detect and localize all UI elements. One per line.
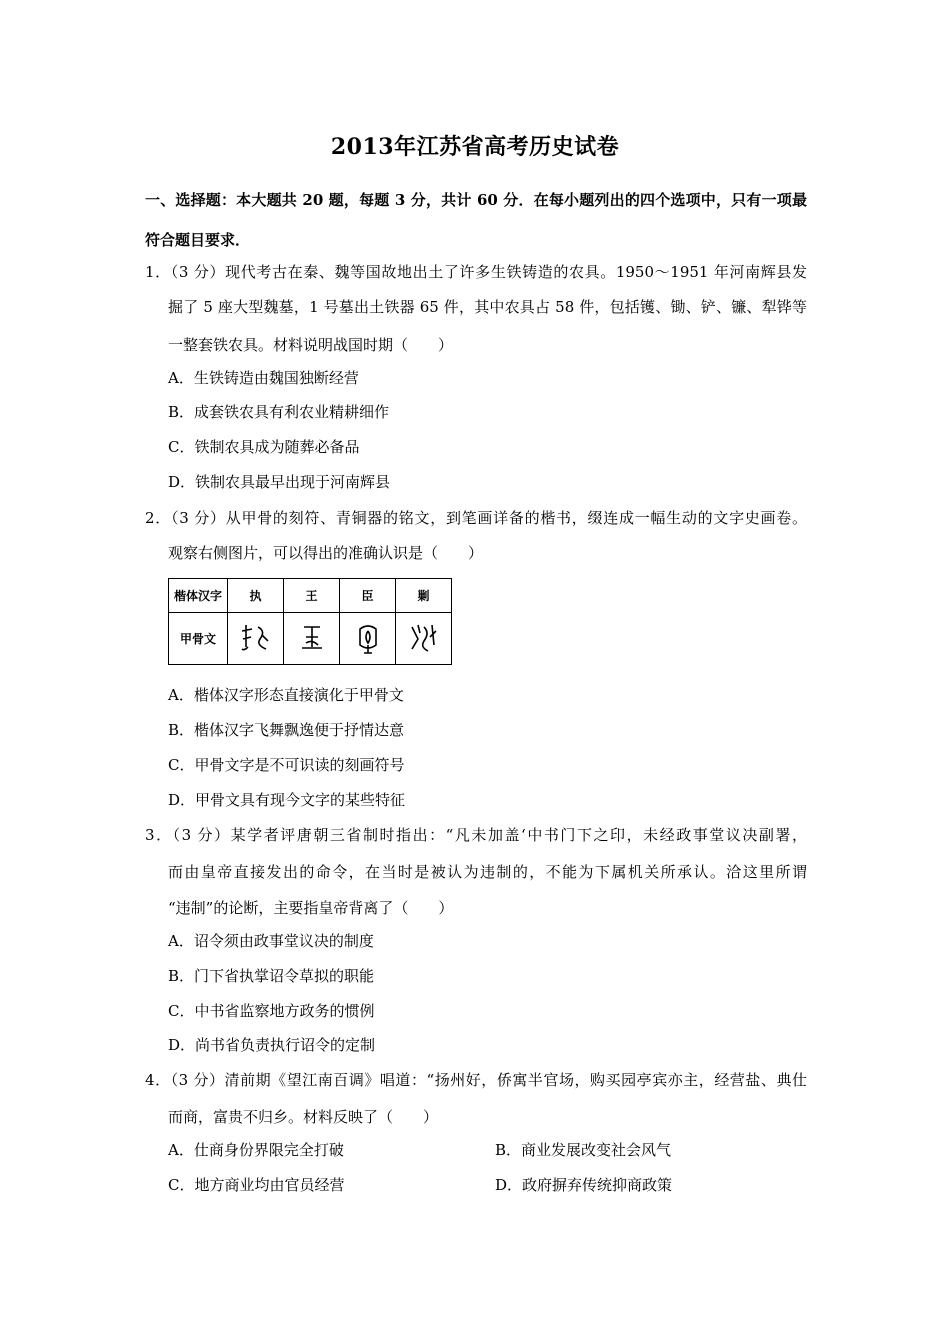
q1-option-a: A．生铁铸造由魏国独断经营 [168, 369, 359, 387]
q2-line1: 2．（3 分）从甲骨的刻符、青铜器的铭文，到笔画详备的楷书，缀连成一幅生动的文字史画卷。 [145, 509, 807, 527]
q4-option-c: C．地方商业均由官员经营 [168, 1176, 345, 1194]
q2-option-c: C．甲骨文字是不可识读的刻画符号 [168, 756, 405, 774]
q1-option-d: D．铁制农具最早出现于河南辉县 [168, 473, 391, 491]
kaishu-char: 执 [228, 579, 284, 613]
section-heading-line2: 符合题目要求． [145, 231, 251, 249]
row-label-kaishu: 楷体汉字 [169, 579, 228, 613]
q2-line2: 观察右侧图片，可以得出的准确认识是（ ） [168, 544, 484, 562]
oracle-glyph [228, 613, 284, 665]
q2-option-a: A．楷体汉字形态直接演化于甲骨文 [168, 686, 404, 704]
q2-option-b: B．楷体汉字飞舞飘逸便于抒情达意 [168, 721, 405, 739]
oracle-chen-icon [348, 617, 388, 657]
oracle-glyph [340, 613, 396, 665]
q4-option-a: A．仕商身份界限完全打破 [168, 1141, 344, 1159]
q3-line1: 3．（3 分）某学者评唐朝三省制时指出：“凡未加盖‘中书门下之印，未经政事堂议决副署， [145, 826, 807, 844]
oracle-zhi-icon [236, 617, 276, 657]
q1-line1: 1．（3 分）现代考古在秦、魏等国故地出土了许多生铁铸造的农具。1950～1951 年河南辉县发 [145, 263, 807, 281]
q1-line2: 掘了 5 座大型魏墓，1 号墓出土铁器 65 件，其中农具占 58 件，包括镬、锄、铲、镰、犁铧等 [168, 298, 807, 316]
q2-option-d: D．甲骨文具有现今文字的某些特征 [168, 791, 406, 809]
oracle-wang-icon [292, 617, 332, 657]
q4-line2: 而商，富贵不归乡。材料反映了（ ） [168, 1108, 439, 1126]
oracle-jiao-icon [404, 617, 444, 657]
q3-option-a: A．诏令须由政事堂议决的制度 [168, 932, 374, 950]
kaishu-char: 剿 [396, 579, 452, 613]
section-heading-line1: 一、选择题：本大题共 20 题，每题 3 分，共计 60 分．在每小题列出的四个选项中，只有一项最 [145, 191, 807, 209]
oracle-glyph [396, 613, 452, 665]
q1-option-c: C．铁制农具成为随葬必备品 [168, 438, 360, 456]
kaishu-char: 臣 [340, 579, 396, 613]
row-label-oracle: 甲骨文 [169, 613, 228, 665]
q4-option-b: B．商业发展改变社会风气 [495, 1141, 672, 1159]
oracle-glyph [284, 613, 340, 665]
q1-line3: 一整套铁农具。材料说明战国时期（ ） [168, 336, 454, 354]
q3-option-c: C．中书省监察地方政务的惯例 [168, 1002, 375, 1020]
q3-line3: “违制”的论断，主要指皇帝背离了（ ） [168, 899, 454, 917]
page-title: 2013年江苏省高考历史试卷 [330, 134, 620, 160]
q4-line1: 4．（3 分）清前期《望江南百调》唱道：“扬州好，侨寓半官场，购买园亭宾亦主，经营盐、典仕 [145, 1071, 807, 1089]
q3-line2: 而由皇帝直接发出的命令，在当时是被认为违制的，不能为下属机关所承认。洽这里所谓 [168, 863, 807, 881]
q1-option-b: B．成套铁农具有利农业精耕细作 [168, 403, 390, 421]
q3-option-b: B．门下省执掌诏令草拟的职能 [168, 967, 375, 985]
q4-option-d: D．政府摒弃传统抑商政策 [495, 1176, 673, 1194]
script-comparison-table [168, 578, 452, 665]
kaishu-char: 王 [284, 579, 340, 613]
q3-option-d: D．尚书省负责执行诏令的定制 [168, 1036, 376, 1054]
